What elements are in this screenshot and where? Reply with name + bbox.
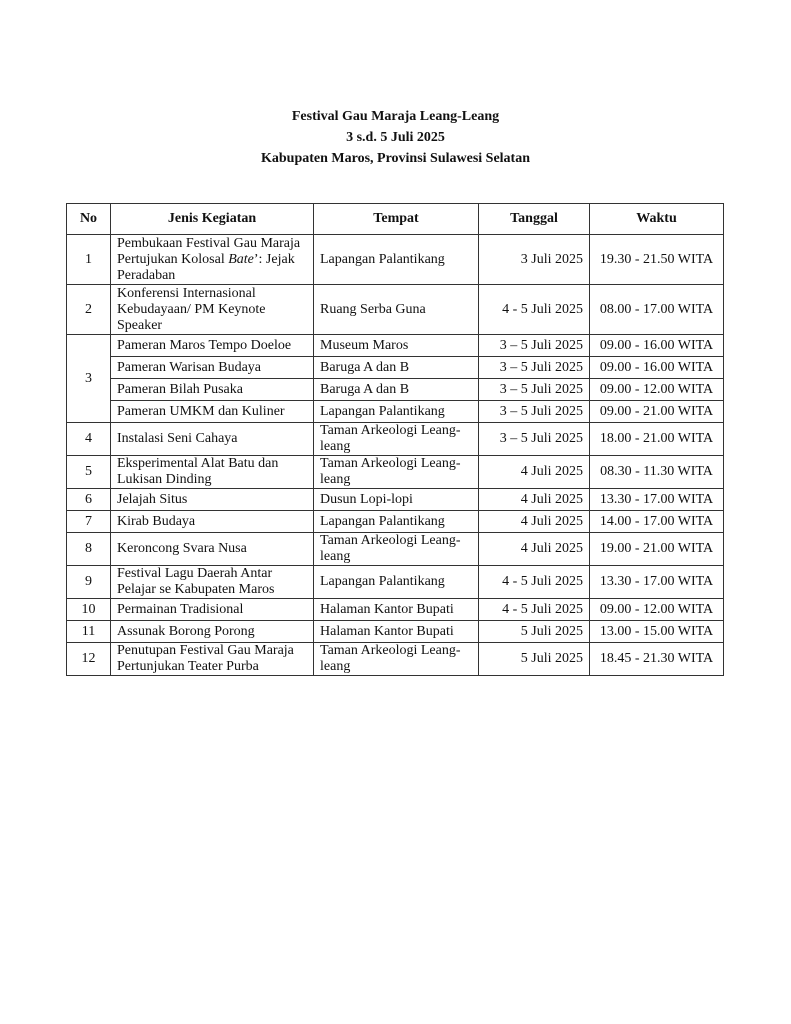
cell-tempat: Taman Arkeologi Leang-leang	[314, 423, 479, 456]
table-row	[67, 511, 724, 533]
cell-kegiatan	[111, 235, 314, 285]
cell-no: 11	[67, 621, 111, 643]
cell-no: 7	[67, 511, 111, 533]
cell-tempat: Lapangan Palantikang	[314, 401, 479, 423]
cell-no: 6	[67, 489, 111, 511]
cell-tanggal: 5 Juli 2025	[479, 621, 590, 643]
cell-tanggal: 4 - 5 Juli 2025	[479, 566, 590, 599]
cell-tempat: Ruang Serba Guna	[314, 285, 479, 335]
cell-kegiatan: Konferensi Internasional Kebudayaan/ PM Keynote Speaker	[111, 285, 314, 335]
table-row	[67, 285, 724, 335]
cell-tanggal: 4 Juli 2025	[479, 533, 590, 566]
cell-waktu: 09.00 - 12.00 WITA	[590, 379, 724, 401]
cell-tanggal: 4 - 5 Juli 2025	[479, 599, 590, 621]
table-row	[67, 401, 724, 423]
cell-waktu: 19.00 - 21.00 WITA	[590, 533, 724, 566]
cell-tanggal: 3 – 5 Juli 2025	[479, 423, 590, 456]
cell-tanggal: 3 – 5 Juli 2025	[479, 379, 590, 401]
cell-waktu: 18.45 - 21.30 WITA	[590, 643, 724, 676]
table-row	[67, 566, 724, 599]
table-row	[67, 423, 724, 456]
cell-no: 12	[67, 643, 111, 676]
cell-no: 1	[67, 235, 111, 285]
kegiatan-line-1: Pembukaan Festival Gau Maraja	[117, 235, 301, 251]
cell-waktu: 18.00 - 21.00 WITA	[590, 423, 724, 456]
header-tanggal: Tanggal	[479, 204, 590, 235]
cell-kegiatan: Pameran UMKM dan Kuliner	[111, 401, 314, 423]
table-row	[67, 599, 724, 621]
cell-waktu: 09.00 - 16.00 WITA	[590, 357, 724, 379]
table-row	[67, 357, 724, 379]
table-row	[67, 235, 724, 285]
table-header-row	[67, 204, 724, 235]
cell-no: 3	[67, 335, 111, 423]
table-row	[67, 335, 724, 357]
cell-waktu: 09.00 - 21.00 WITA	[590, 401, 724, 423]
cell-tempat: Lapangan Palantikang	[314, 235, 479, 285]
table-row	[67, 489, 724, 511]
cell-tanggal: 4 Juli 2025	[479, 511, 590, 533]
header-tempat: Tempat	[314, 204, 479, 235]
title-event-dates: 3 s.d. 5 Juli 2025	[346, 130, 445, 145]
table-row	[67, 456, 724, 489]
header-jenis-kegiatan: Jenis Kegiatan	[111, 204, 314, 235]
cell-tanggal: 4 - 5 Juli 2025	[479, 285, 590, 335]
cell-waktu: 08.00 - 17.00 WITA	[590, 285, 724, 335]
cell-kegiatan: Pameran Warisan Budaya	[111, 357, 314, 379]
kegiatan-text-tail: ’: Jejak Peradaban	[117, 251, 295, 283]
cell-waktu: 09.00 - 16.00 WITA	[590, 335, 724, 357]
cell-tempat: Lapangan Palantikang	[314, 511, 479, 533]
title-event-location: Kabupaten Maros, Provinsi Sulawesi Selatan	[260, 151, 531, 166]
cell-tempat: Baruga A dan B	[314, 379, 479, 401]
kegiatan-italic-title: Bate	[228, 251, 254, 267]
title-event-name: Festival Gau Maraja Leang-Leang	[291, 109, 500, 124]
cell-tempat: Halaman Kantor Bupati	[314, 599, 479, 621]
cell-kegiatan: Jelajah Situs	[111, 489, 314, 511]
cell-tanggal: 3 – 5 Juli 2025	[479, 357, 590, 379]
cell-waktu: 13.30 - 17.00 WITA	[590, 566, 724, 599]
table-row	[67, 621, 724, 643]
cell-tempat: Lapangan Palantikang	[314, 566, 479, 599]
cell-tempat: Baruga A dan B	[314, 357, 479, 379]
cell-no: 4	[67, 423, 111, 456]
cell-kegiatan: Instalasi Seni Cahaya	[111, 423, 314, 456]
cell-waktu: 14.00 - 17.00 WITA	[590, 511, 724, 533]
cell-no: 2	[67, 285, 111, 335]
cell-no: 5	[67, 456, 111, 489]
cell-tempat: Taman Arkeologi Leang-leang	[314, 533, 479, 566]
cell-tempat: Museum Maros	[314, 335, 479, 357]
cell-kegiatan: Eksperimental Alat Batu dan Lukisan Dinding	[111, 456, 314, 489]
cell-tempat: Halaman Kantor Bupati	[314, 621, 479, 643]
cell-kegiatan: Permainan Tradisional	[111, 599, 314, 621]
cell-tanggal: 3 Juli 2025	[479, 235, 590, 285]
cell-kegiatan: Penutupan Festival Gau Maraja Pertunjukan Teater Purba	[111, 643, 314, 676]
cell-kegiatan: Festival Lagu Daerah Antar Pelajar se Kabupaten Maros	[111, 566, 314, 599]
table-row	[67, 379, 724, 401]
cell-tanggal: 4 Juli 2025	[479, 456, 590, 489]
cell-waktu: 19.30 - 21.50 WITA	[590, 235, 724, 285]
cell-tanggal: 4 Juli 2025	[479, 489, 590, 511]
cell-tanggal: 3 – 5 Juli 2025	[479, 401, 590, 423]
cell-tempat: Taman Arkeologi Leang-leang	[314, 456, 479, 489]
table-row	[67, 533, 724, 566]
cell-waktu: 13.30 - 17.00 WITA	[590, 489, 724, 511]
schedule-table	[66, 203, 724, 676]
table-row	[67, 643, 724, 676]
header-waktu: Waktu	[590, 204, 724, 235]
cell-no: 10	[67, 599, 111, 621]
cell-waktu: 08.30 - 11.30 WITA	[590, 456, 724, 489]
cell-waktu: 13.00 - 15.00 WITA	[590, 621, 724, 643]
cell-tanggal: 5 Juli 2025	[479, 643, 590, 676]
header-no: No	[67, 204, 111, 235]
kegiatan-text: Pertujukan Kolosal	[117, 251, 229, 267]
cell-tempat: Dusun Lopi-lopi	[314, 489, 479, 511]
cell-waktu: 09.00 - 12.00 WITA	[590, 599, 724, 621]
cell-kegiatan: Pameran Maros Tempo Doeloe	[111, 335, 314, 357]
cell-no: 9	[67, 566, 111, 599]
cell-tanggal: 3 – 5 Juli 2025	[479, 335, 590, 357]
cell-kegiatan: Pameran Bilah Pusaka	[111, 379, 314, 401]
cell-kegiatan: Keroncong Svara Nusa	[111, 533, 314, 566]
cell-no: 8	[67, 533, 111, 566]
document-title-block	[0, 106, 791, 169]
cell-kegiatan: Assunak Borong Porong	[111, 621, 314, 643]
cell-tempat: Taman Arkeologi Leang-leang	[314, 643, 479, 676]
cell-kegiatan: Kirab Budaya	[111, 511, 314, 533]
